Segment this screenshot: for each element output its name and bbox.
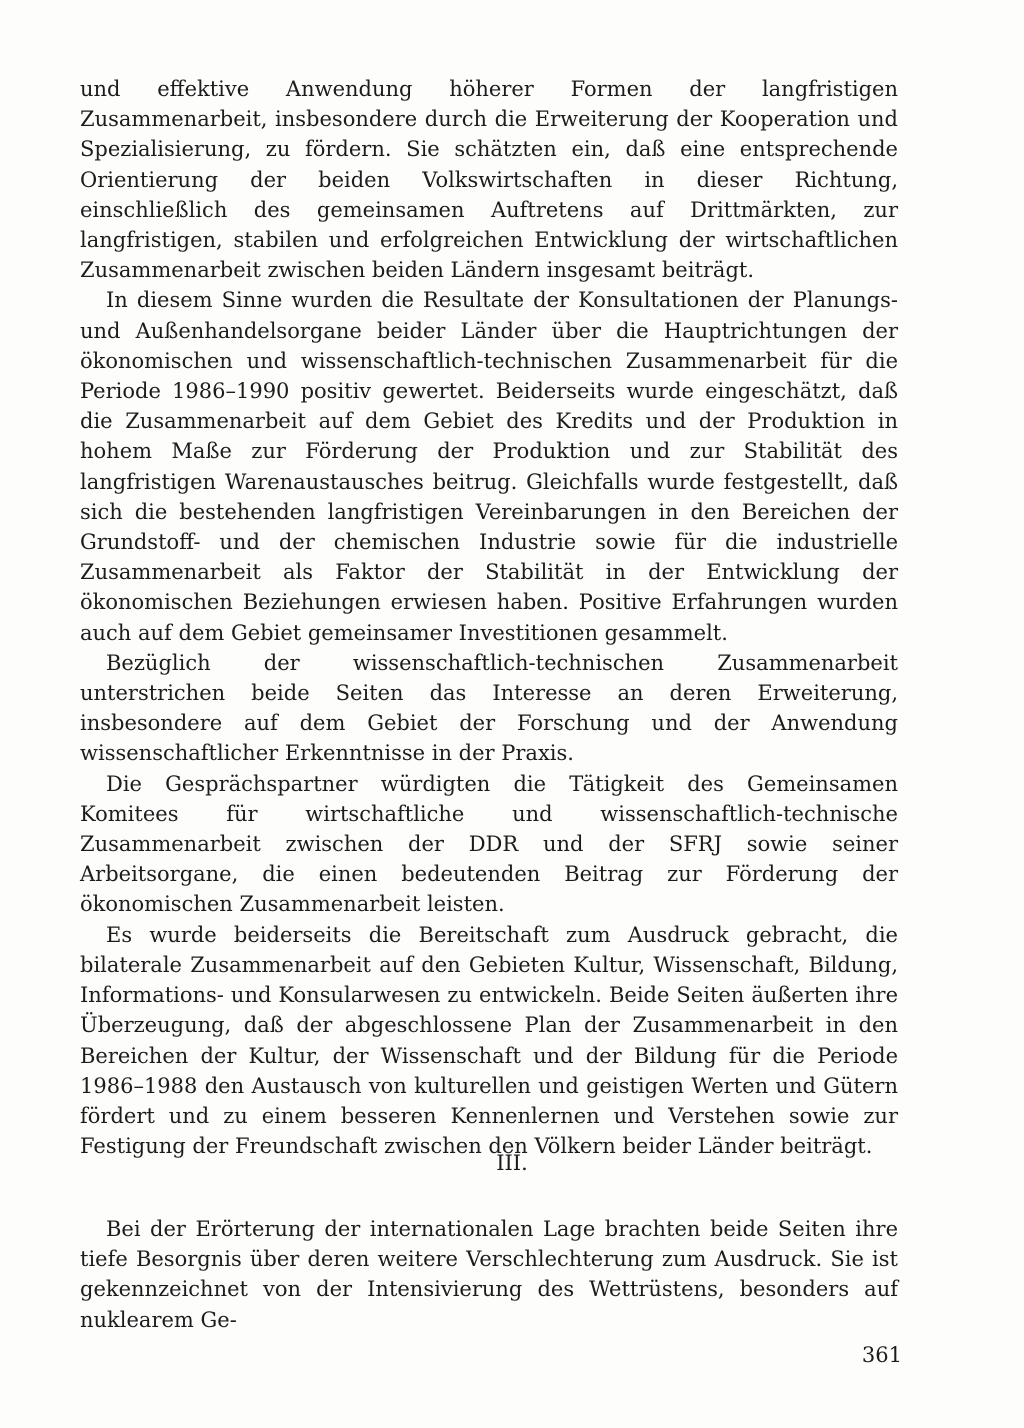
section-heading: III.: [496, 1151, 528, 1175]
body-text: [80, 74, 898, 1161]
page-number: 361: [861, 1343, 902, 1367]
paragraph-1: und effektive Anwendung höherer Formen der langfristigen Zusammenarbeit, insbesondere durch die Erweiterung der Kooperation und Spezialisierung, zu fördern. Sie schätzten ein, daß eine entsprechende Orientierung der beiden Volkswirtschaften in dieser Richtung, einschließlich des gemeinsamen Auftretens auf Drittmärkten, zur langfristigen, stabilen und erfolgreichen Entwicklung der wirtschaftlichen Zusammenarbeit zwischen beiden Ländern insgesamt beiträgt.: [80, 77, 898, 283]
paragraph-4: Die Gesprächspartner würdigten die Tätigkeit des Gemeinsamen Komitees für wirtschaftliche und wissenschaftlich-technische Zusammenarbeit zwischen der DDR und der SFRJ sowie seiner Arbeitsorgane, die einen bedeutenden Beitrag zur Förderung der ökonomischen Zusammenarbeit leisten.: [80, 771, 898, 917]
section-body-text: [80, 1214, 898, 1335]
paragraph-5: Es wurde beiderseits die Bereitschaft zum Ausdruck gebracht, die bilaterale Zusammenarbeit auf den Gebieten Kultur, Wissenschaft, Bildung, Informations- und Konsularwesen zu entwickeln. Beide Seiten äußerten ihre Überzeugung, daß der abgeschlossene Plan der Zusammenarbeit in den Bereichen der Kultur, der Wissenschaft und der Bildung für die Periode 1986–1988 den Austausch von kulturellen und geistigen Werten und Gütern fördert und zu einem besseren Kennenlernen und Verstehen sowie zur Festigung der Freundschaft zwischen den Völkern beider Länder beiträgt.: [80, 922, 898, 1159]
paragraph-2: In diesem Sinne wurden die Resultate der Konsultationen der Planungs- und Außenhandelsorgane beider Länder über die Hauptrichtungen der ökonomischen und wissenschaftlich-technischen Zusammenarbeit für die Periode 1986–1990 positiv gewertet. Beiderseits wurde eingeschätzt, daß die Zusammenarbeit auf dem Gebiet des Kredits und der Produktion in hohem Maße zur Förderung der Produktion und zur Stabilität des langfristigen Warenaustausches beitrug. Gleichfalls wurde festgestellt, daß sich die bestehenden langfristigen Vereinbarungen in den Bereichen der Grundstoff- und der chemischen Industrie sowie für die industrielle Zusammenarbeit als Faktor der Stabilität in der Entwicklung der ökonomischen Beziehungen erwiesen haben. Positive Erfahrungen wurden auch auf dem Gebiet gemeinsamer Investitionen gesammelt.: [80, 288, 898, 645]
section-paragraph-1: Bei der Erörterung der internationalen Lage brachten beide Seiten ihre tiefe Besorgnis über deren weitere Verschlechterung zum Ausdruck. Sie ist gekennzeichnet von der Intensivierung des Wettrüstens, besonders auf nuklearem Ge-: [80, 1217, 898, 1332]
paragraph-3: Bezüglich der wissenschaftlich-technischen Zusammenarbeit unterstrichen beide Seiten das Interesse an deren Erweiterung, insbesondere auf dem Gebiet der Forschung und der Anwendung wissenschaftlicher Erkenntnisse in der Praxis.: [80, 650, 898, 766]
